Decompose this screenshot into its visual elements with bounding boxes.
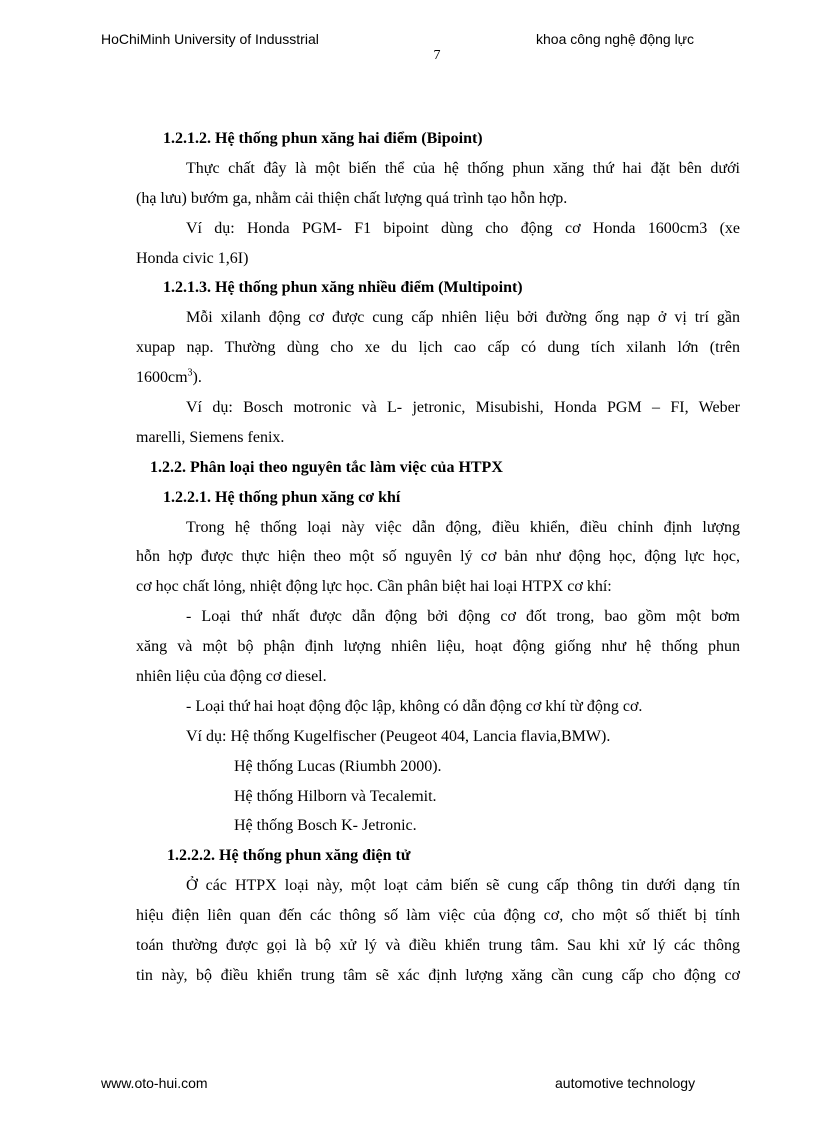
paragraph-line: - Loại thứ nhất được dẫn động bởi động cơ đốt trong, bao gồm một bơm: [186, 608, 740, 626]
paragraph-line: - Loại thứ hai hoạt động độc lập, không có dẫn động cơ khí từ động cơ.: [186, 697, 643, 715]
heading-1-2-2-1: 1.2.2.1. Hệ thống phun xăng cơ khí: [163, 488, 401, 506]
header-university: HoChiMinh University of Indusstrial: [101, 31, 319, 47]
text-run: 1600cm: [136, 369, 188, 387]
paragraph-line: marelli, Siemens fenix.: [136, 428, 285, 446]
paragraph-line: Hệ thống Hilborn và Tecalemit.: [234, 787, 437, 805]
paragraph-line: Thực chất đây là một biến thể của hệ thống phun xăng thứ hai đặt bên dưới: [186, 159, 740, 177]
paragraph-line: toán thường được gọi là bộ xử lý và điều khiển trung tâm. Sau khi xử lý các thông: [136, 937, 740, 955]
paragraph-line: hỗn hợp được thực hiện theo một số nguyên lý cơ bản như động học, động lực học,: [136, 548, 740, 566]
paragraph-line: Hệ thống Bosch K- Jetronic.: [234, 817, 417, 835]
paragraph-line: Ví dụ: Bosch motronic và L- jetronic, Misubishi, Honda PGM – FI, Weber: [186, 399, 740, 417]
paragraph-line: xupap nạp. Thường dùng cho xe du lịch cao cấp có dung tích xilanh lớn (trên: [136, 339, 740, 357]
paragraph-line: nhiên liệu của động cơ diesel.: [136, 668, 327, 686]
paragraph-line: Mỗi xilanh động cơ được cung cấp nhiên liệu bởi đường ống nạp ở vị trí gần: [186, 309, 740, 327]
heading-1-2-1-3: 1.2.1.3. Hệ thống phun xăng nhiều điểm (Multipoint): [163, 279, 523, 297]
paragraph-line: (hạ lưu) bướm ga, nhằm cải thiện chất lượng quá trình tạo hỗn hợp.: [136, 189, 568, 207]
paragraph-line: tin này, bộ điều khiển trung tâm sẽ xác định lượng xăng cần cung cấp cho động cơ: [136, 966, 740, 984]
paragraph-line: Ví dụ: Hệ thống Kugelfischer (Peugeot 404, Lancia flavia,BMW).: [186, 727, 611, 745]
paragraph-line: xăng và một bộ phận định lượng nhiên liệu, hoạt động giống như hệ thống phun: [136, 638, 740, 656]
text-run: ).: [192, 369, 202, 387]
paragraph-line: Hệ thống Lucas (Riumbh 2000).: [234, 757, 442, 775]
superscript: 3: [187, 367, 193, 379]
footer-tagline: automotive technology: [555, 1075, 696, 1091]
paragraph-line: Trong hệ thống loại này việc dẫn động, điều khiển, điều chỉnh định lượng: [186, 518, 740, 536]
page-number: 7: [433, 48, 441, 63]
document-body: [136, 124, 740, 991]
paragraph-line: Ví dụ: Honda PGM- F1 bipoint dùng cho động cơ Honda 1600cm3 (xe: [186, 219, 740, 237]
paragraph-line: cơ học chất lỏng, nhiệt động lực học. Cần phân biệt hai loại HTPX cơ khí:: [136, 578, 612, 596]
footer-website: www.oto-hui.com: [101, 1075, 208, 1091]
paragraph-line: [136, 363, 740, 393]
heading-1-2-1-2: 1.2.1.2. Hệ thống phun xăng hai điểm (Bipoint): [163, 130, 483, 147]
header-faculty: khoa công nghệ động lực: [536, 31, 695, 47]
paragraph-line: hiệu điện liên quan đến các thông số làm việc của động cơ, cho một số thiết bị tính: [136, 907, 740, 925]
heading-1-2-2: 1.2.2. Phân loại theo nguyên tắc làm việc của HTPX: [150, 458, 503, 476]
paragraph-line: Honda civic 1,6I): [136, 249, 249, 267]
heading-1-2-2-2: 1.2.2.2. Hệ thống phun xăng điện tử: [167, 847, 411, 865]
paragraph-line: Ở các HTPX loại này, một loạt cảm biến sẽ cung cấp thông tin dưới dạng tín: [186, 877, 740, 895]
